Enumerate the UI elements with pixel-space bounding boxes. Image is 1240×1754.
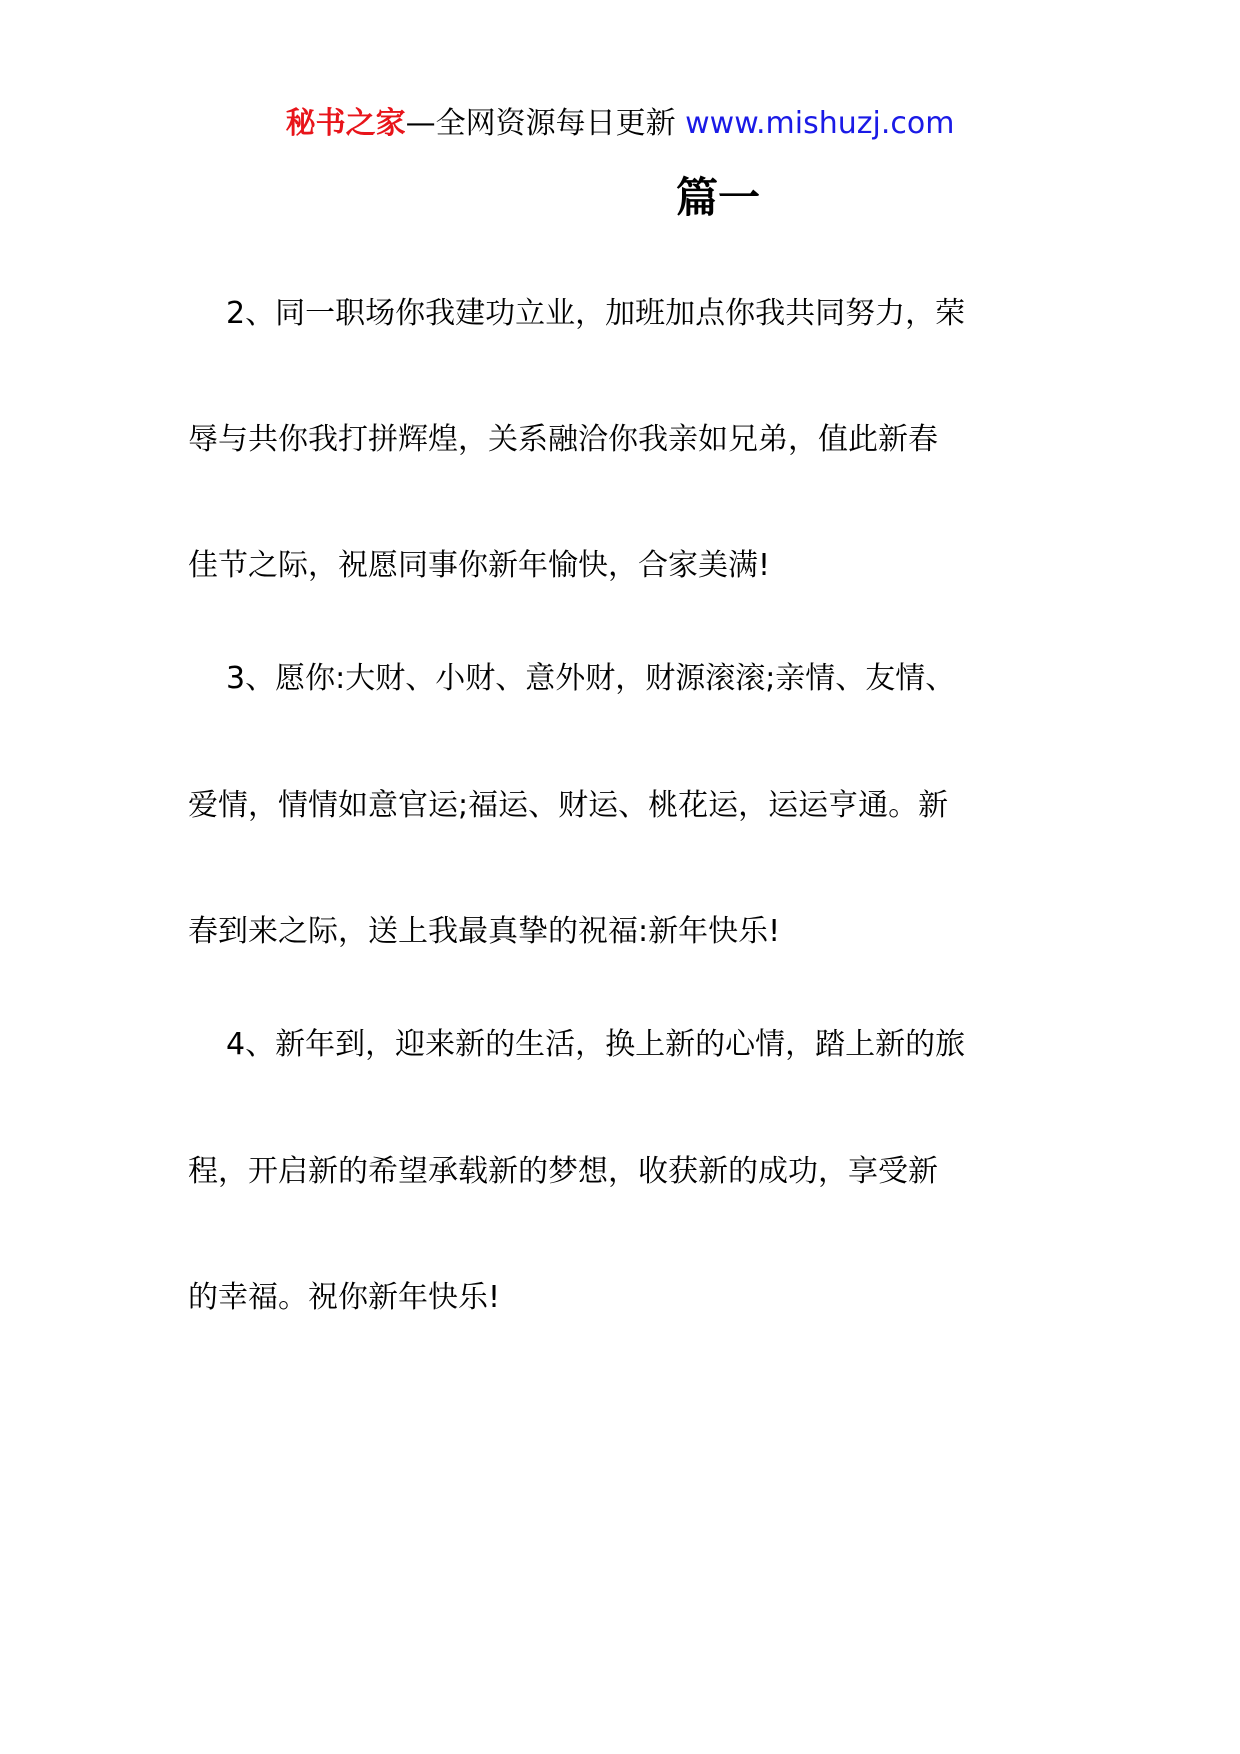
paragraph-line: 辱与共你我打拼辉煌，关系融洽你我亲如兄弟，值此新春: [188, 422, 938, 457]
site-brand: 秘书之家: [285, 106, 406, 141]
paragraph-line: 4、新年到，迎来新的生活，换上新的心情，踏上新的旅: [226, 1027, 966, 1062]
paragraph-line: 3、愿你:大财、小财、意外财，财源滚滚;亲情、友情、: [226, 661, 956, 696]
document-title: 篇一: [676, 173, 761, 222]
paragraph-line: 程，开启新的希望承载新的梦想，收获新的成功，享受新: [188, 1154, 938, 1189]
site-url-link[interactable]: www.mishuzj.com: [685, 106, 955, 141]
paragraph-line: 春到来之际，送上我最真挚的祝福:新年快乐!: [188, 914, 781, 949]
site-header: [0, 102, 1240, 146]
site-tagline: —全网资源每日更新: [405, 106, 686, 141]
paragraph-line: 2、同一职场你我建功立业，加班加点你我共同努力，荣: [226, 296, 966, 331]
paragraph-line: 的幸福。祝你新年快乐!: [188, 1280, 501, 1315]
paragraph-line: 爱情，情情如意官运;福运、财运、桃花运，运运亨通。新: [188, 788, 949, 823]
paragraph-line: 佳节之际，祝愿同事你新年愉快，合家美满!: [188, 548, 771, 583]
